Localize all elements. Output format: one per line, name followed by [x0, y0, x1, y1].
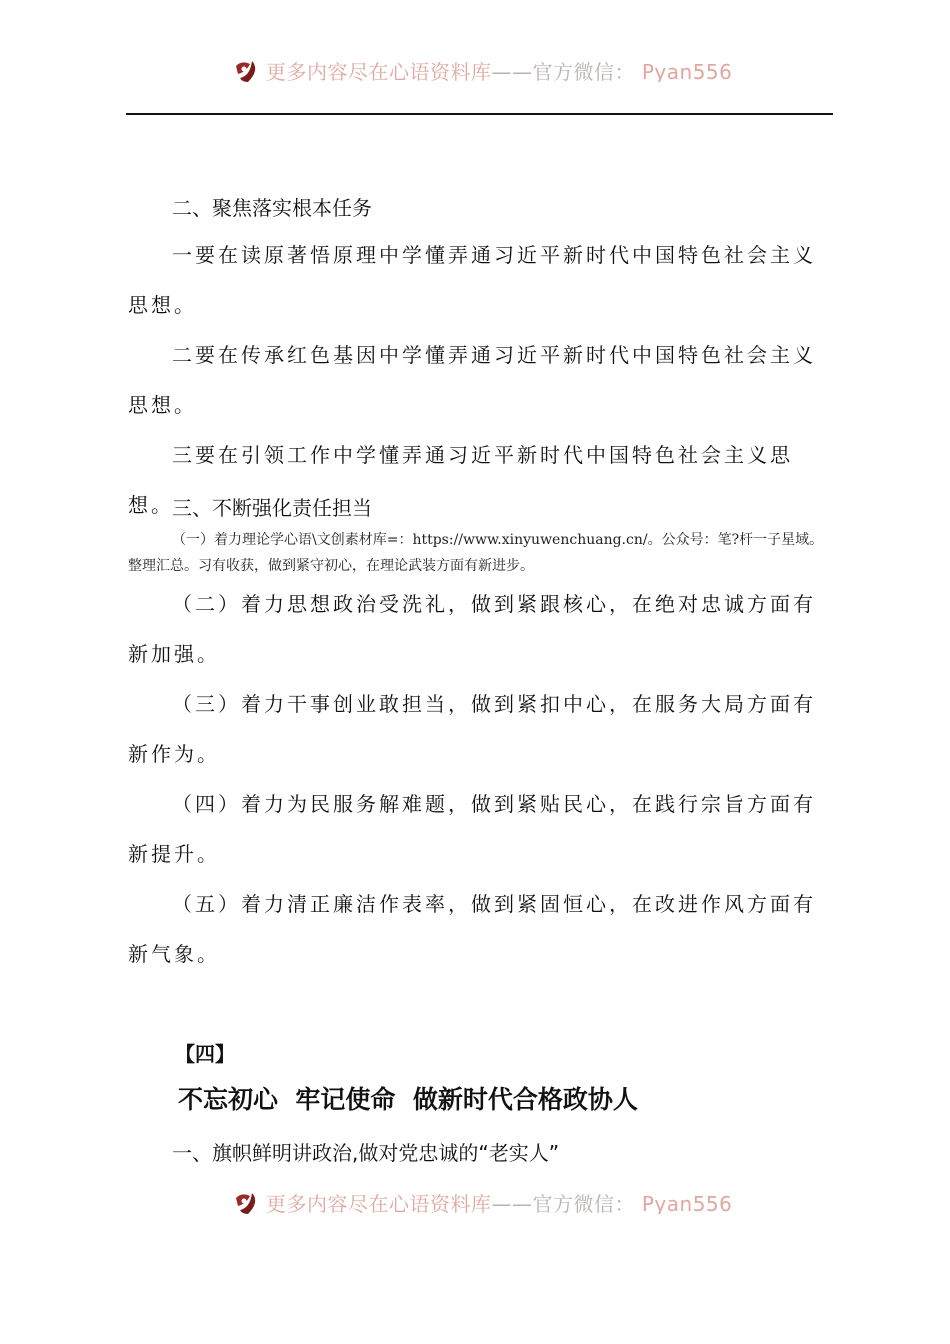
footer-watermark	[232, 1184, 732, 1214]
part-label: 【四】	[175, 1042, 235, 1066]
document-title: 不忘初心 牢记使命 做新时代合格政协人	[178, 1085, 638, 1114]
section-heading: 三、不断强化责任担当	[172, 496, 372, 520]
logo-icon	[232, 1190, 260, 1215]
paragraph: （五）着力清正廉洁作表率，做到紧固恒心，在改进作风方面有新气象。	[128, 892, 816, 966]
small-paragraph: （一）着力理论学心语\文创素材库=：https://www.xinyuwenchuang.cn/。公众号：笔?杆一子星域。整理汇总。习有收获，做到紧守初心，在理论武装方面有新进步。	[128, 532, 824, 574]
section-heading: 二、聚焦落实根本任务	[172, 196, 372, 220]
watermark-text: 更多内容尽在心语资料库——官方微信： Pyan556	[266, 60, 732, 82]
paragraph: 三要在引领工作中学懂弄通习近平新时代中国特色社会主义思想。	[128, 443, 793, 517]
header-rule	[126, 113, 833, 115]
paragraph: 一要在读原著悟原理中学懂弄通习近平新时代中国特色社会主义思想。	[128, 243, 816, 317]
paragraph: （三）着力干事创业敢担当，做到紧扣中心，在服务大局方面有新作为。	[128, 692, 816, 766]
section-heading: 一、旗帜鲜明讲政治,做对党忠诚的“老实人”	[172, 1141, 560, 1165]
paragraph: 二要在传承红色基因中学懂弄通习近平新时代中国特色社会主义思想。	[128, 343, 816, 417]
header-watermark	[232, 52, 732, 82]
logo-icon	[232, 58, 260, 83]
paragraph: （二）着力思想政治受洗礼，做到紧跟核心，在绝对忠诚方面有新加强。	[128, 592, 816, 666]
watermark-text: 更多内容尽在心语资料库——官方微信： Pyan556	[266, 1192, 732, 1214]
paragraph: （四）着力为民服务解难题，做到紧贴民心，在践行宗旨方面有新提升。	[128, 792, 816, 866]
